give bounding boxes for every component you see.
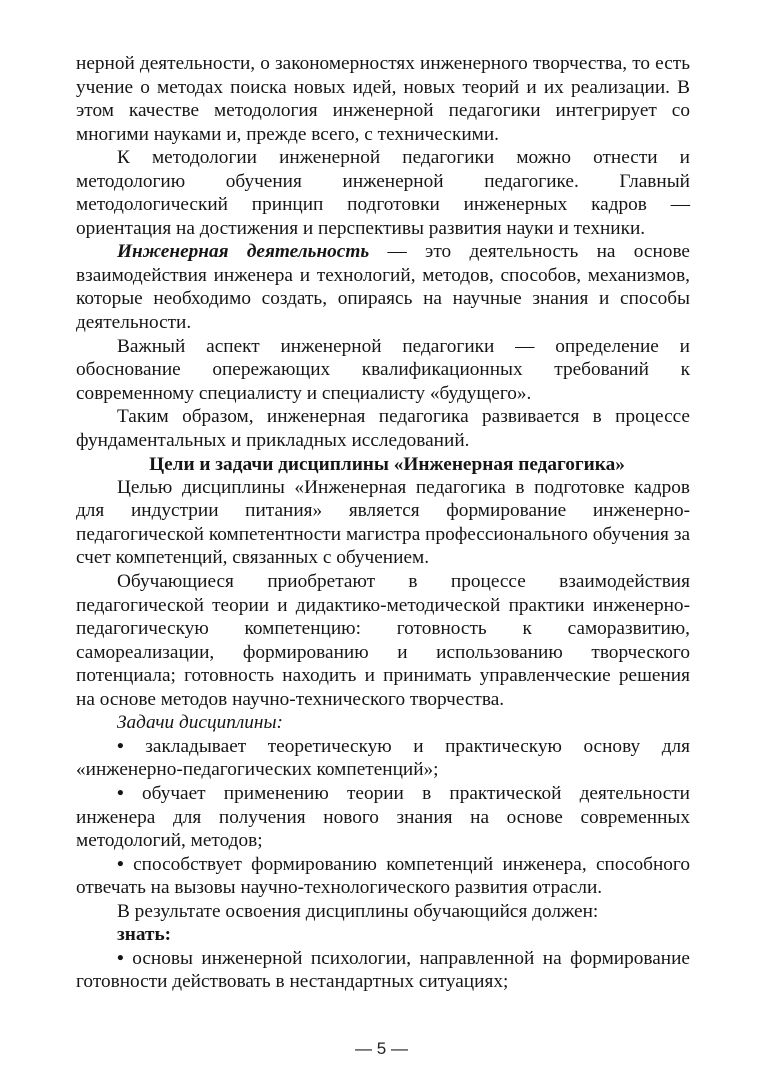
list-item-text: способствует формированию компетенций инженера, способного отвечать на вызовы научно-технологического развития отрасли. <box>76 853 690 899</box>
bullet-icon: • <box>117 853 124 875</box>
paragraph-continuation: нерной деятельности, о закономерностях инженерного творчества, то есть учение о методах поиска новых идей, новых теорий и их реализации. В этом качестве методология инженерной педагогики интегрирует со многими науками и, прежде всего, с техническими. <box>76 53 690 145</box>
section-heading: Цели и задачи дисциплины «Инженерная педагогика» <box>149 454 625 476</box>
paragraph-aspect: Важный аспект инженерной педагогики — определение и обоснование опережающих квалификационных требований к современному специалисту и специалисту «будущего». <box>76 335 690 404</box>
paragraph-goal: Целью дисциплины «Инженерная педагогика в подготовке кадров для индустрии питания» является формирование инженерно-педагогической компетентности магистра профессионального обучения за счет компетенций, связанных с обучением. <box>76 476 690 569</box>
term-engineering-activity: Инженерная деятельность <box>117 241 370 263</box>
paragraph-competence: Обучающиеся приобретают в процессе взаимодействия педагогической теории и дидактико-методической практики инженерно-педагогическую компетенцию: готовность к саморазвитию, самореализации, формированию и использованию творческого потенциала; готовность находить и принимать управленческие решения на основе методов научно-технического творчества. <box>76 571 690 710</box>
bullet-icon: • <box>117 735 124 757</box>
bullet-icon: • <box>117 782 124 804</box>
paragraph-result: В результате освоения дисциплины обучающийся должен: <box>117 900 599 922</box>
page-number: — 5 — <box>355 1039 408 1058</box>
list-item-text: обучает применению теории в практической деятельности инженера для получения нового знания на основе современных методологий, методов; <box>76 782 690 852</box>
list-item <box>76 735 690 782</box>
page-body <box>76 52 690 994</box>
know-label: знать: <box>117 924 172 946</box>
bullet-icon: • <box>117 947 124 969</box>
list-item-text: основы инженерной психологии, направленной на формирование готовности действовать в нестандартных ситуациях; <box>76 947 690 993</box>
list-item-text: закладывает теоретическую и практическую основу для «инженерно-педагогических компетенций»; <box>76 735 690 781</box>
tasks-label: Задачи дисциплины: <box>117 712 283 734</box>
paragraph-engineering-activity <box>76 240 690 334</box>
list-item <box>76 947 690 994</box>
definition-text: — это деятельность на основе взаимодействия инженера и технологий, методов, способов, механизмов, которые необходимо создать, опираясь на научные знания и способы деятельности. <box>76 241 690 334</box>
list-item <box>76 853 690 900</box>
paragraph-conclusion: Таким образом, инженерная педагогика развивается в процессе фундаментальных и прикладных исследований. <box>76 406 690 451</box>
list-item <box>76 782 690 853</box>
paragraph-methodology: К методологии инженерной педагогики можно отнести и методологию обучения инженерной педагогике. Главный методологический принцип подготовки инженерных кадров — ориентация на достижения и перспективы развития науки и техники. <box>76 147 690 239</box>
